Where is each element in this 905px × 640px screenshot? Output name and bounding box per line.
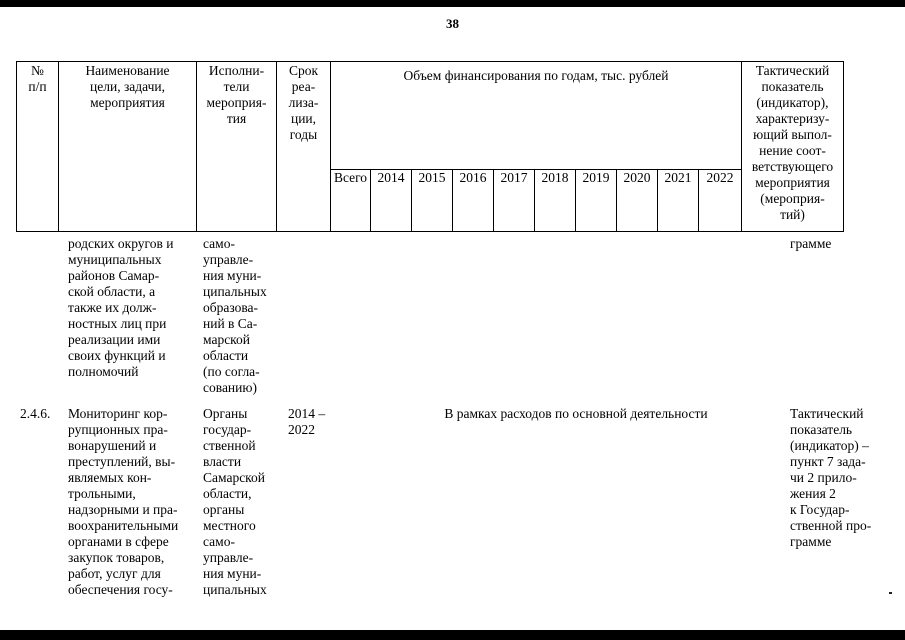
header-executors: Исполни- тели мероприя- тия xyxy=(197,62,277,232)
year-cell: 2021 xyxy=(658,169,699,231)
year-cell: 2017 xyxy=(494,169,535,231)
top-border xyxy=(0,0,905,7)
year-cell: 2018 xyxy=(535,169,576,231)
header-total: Всего xyxy=(331,169,371,231)
header-num: № п/п xyxy=(17,62,59,232)
year-cell: 2016 xyxy=(453,169,494,231)
header-name: Наименование цели, задачи, мероприятия xyxy=(59,62,197,232)
year-cell: 2022 xyxy=(699,169,742,231)
row1-name: родских округов и муниципальных районов Самар- ской области, а также их долж- ностных лиц при реализации ими своих функций и полномочий xyxy=(68,236,174,379)
row1-indicator: грамме xyxy=(790,236,832,251)
header-funding: Объем финансирования по годам, тыс. рублей xyxy=(331,62,742,170)
table-header xyxy=(16,61,844,232)
year-cell: 2014 xyxy=(371,169,412,231)
header-indicator: Тактический показатель (индикатор), характеризу- ющий выпол- нение соот- ветствующего мероприятия (мероприя- тий) xyxy=(742,62,844,232)
row2-name: Мониторинг кор- рупционных пра- вонарушений и преступлений, вы- являемых кон- трольными, надзорными и пра- воохранительными органами в сфере закупок товаров, работ, услуг для обеспечения госу- xyxy=(68,406,179,597)
year-cell: 2020 xyxy=(617,169,658,231)
row2-funding: В рамках расходов по основной деятельности xyxy=(444,406,708,421)
year-cell: 2015 xyxy=(412,169,453,231)
row2-indicator: Тактический показатель (индикатор) – пункт 7 зада- чи 2 прило- жения 2 к Государ- ственной про- грамме xyxy=(790,406,872,549)
row2-num: 2.4.6. xyxy=(20,406,51,421)
header-term: Срок реа- лиза- ции, годы xyxy=(277,62,331,232)
row2-executors: Органы государ- ственной власти Самарской области, органы местного само- управле- ния муни- ципальных xyxy=(203,406,267,597)
scan-speck xyxy=(889,592,892,594)
row2-term: 2014 – 2022 xyxy=(288,406,326,437)
row1-executors: само- управле- ния муни- ципальных образова- ний в Са- марской области (по согла- сованию) xyxy=(203,236,267,395)
year-cell: 2019 xyxy=(576,169,617,231)
page-number: 38 xyxy=(446,16,459,31)
bottom-border xyxy=(0,630,905,640)
